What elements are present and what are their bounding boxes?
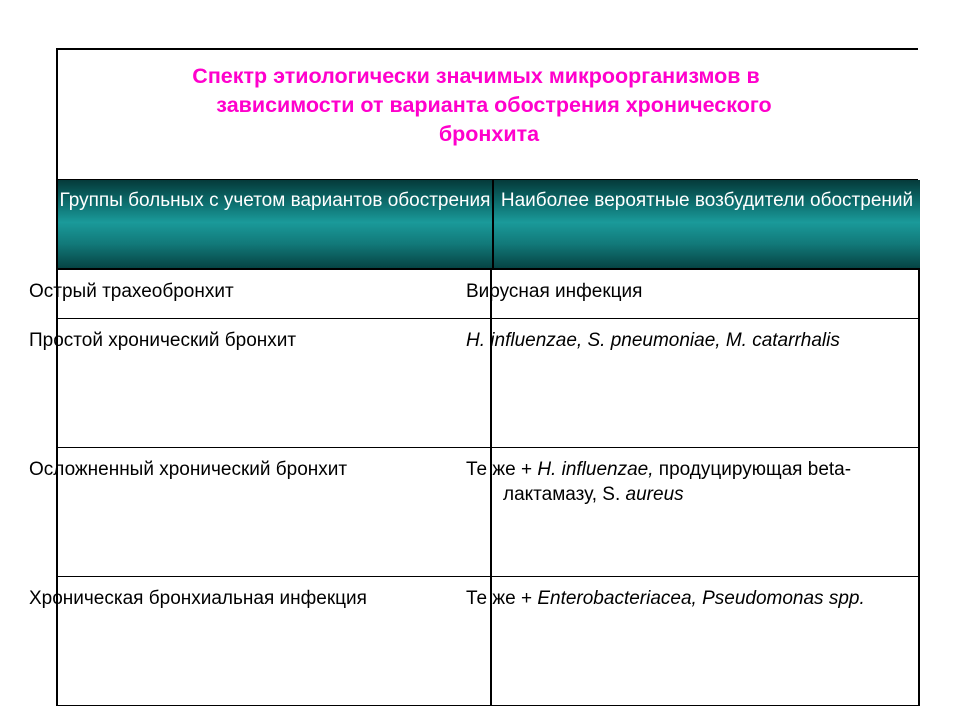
title-line-1: Спектр этиологически значимых микроорганизмов в bbox=[192, 64, 760, 88]
pathogen-text: Те же + bbox=[466, 588, 538, 609]
cell-group: Острый трахеобронхит bbox=[58, 270, 492, 318]
table-title-cell bbox=[58, 50, 918, 180]
table-row bbox=[29, 270, 920, 319]
pathogen-text: Вирусная инфекция bbox=[466, 281, 643, 302]
header-pathogens: Наиболее вероятные возбудители обострений bbox=[500, 190, 914, 211]
pathogen-text: Те же + bbox=[466, 459, 538, 480]
table-title bbox=[58, 62, 918, 149]
table-row bbox=[29, 319, 920, 448]
cell-pathogens bbox=[466, 448, 920, 576]
cell-group: Простой хронический бронхит bbox=[58, 319, 492, 447]
cell-pathogens bbox=[466, 577, 920, 705]
title-line-3: бронхита bbox=[438, 122, 540, 146]
pathogen-italic-text: Enterobacteriacea, Pseudomonas spp. bbox=[537, 588, 865, 609]
table-row bbox=[29, 577, 920, 706]
pathogen-italic-text: aureus bbox=[625, 484, 684, 505]
cell-group: Осложненный хронический бронхит bbox=[58, 448, 492, 576]
pathogen-italic-text: H. influenzae, bbox=[537, 459, 654, 480]
etiology-table bbox=[29, 48, 918, 706]
title-line-2: зависимости от варианта обострения хронического bbox=[216, 93, 772, 117]
table-header-row bbox=[58, 180, 920, 270]
cell-pathogens bbox=[466, 319, 920, 447]
pathogen-italic-text: H. influenzae, S. pneumoniae, M. catarrhalis bbox=[466, 330, 840, 351]
cell-group: Хроническая бронхиальная инфекция bbox=[58, 577, 492, 705]
header-patient-groups: Группы больных с учетом вариантов обострения bbox=[59, 190, 491, 211]
pathogen-text: продуцирующая beta-лактамазу, S. bbox=[503, 459, 852, 505]
table-row bbox=[29, 448, 920, 577]
cell-pathogens bbox=[466, 270, 920, 318]
